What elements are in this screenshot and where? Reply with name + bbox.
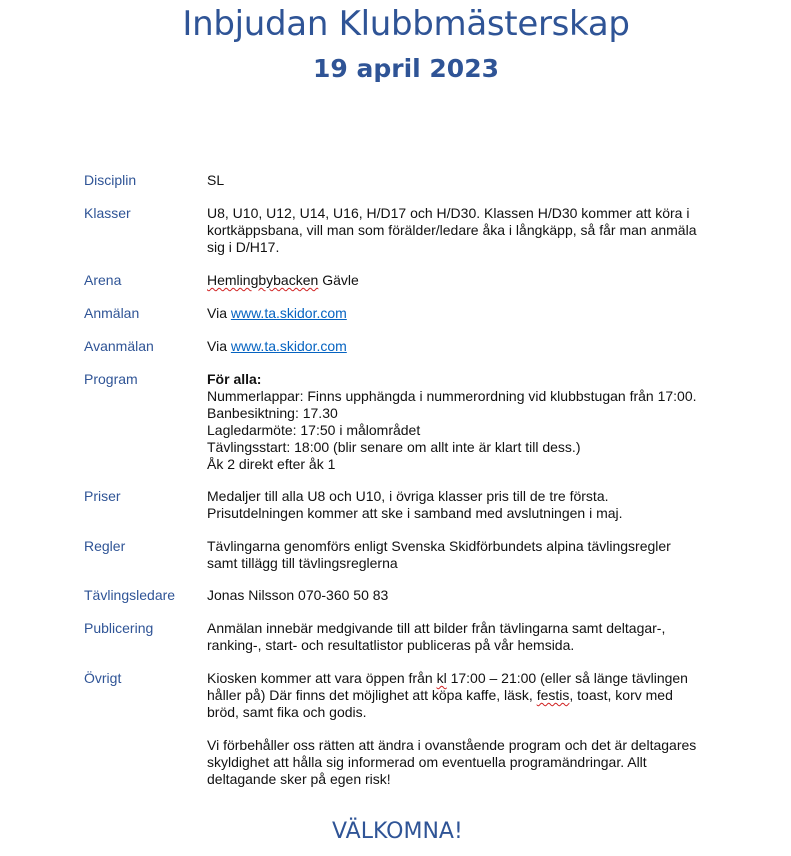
label-anmalan: Anmälan	[84, 305, 140, 321]
ovrigt-text-festis: festis	[536, 687, 570, 703]
value-publicering	[207, 620, 732, 654]
arena-place: Hemlingbybacken	[207, 272, 319, 288]
value-anmalan	[207, 305, 732, 322]
value-program	[207, 371, 732, 473]
avanmalan-prefix: Via	[207, 338, 227, 354]
value-tavlingsledare: Jonas Nilsson 070-360 50 83	[207, 587, 389, 603]
program-line: Lagledarmöte: 17:50 i målområdet	[207, 422, 421, 438]
publicering-line: Anmälan innebär medgivande till att bilder från tävlingarna samt deltagar-,	[207, 620, 666, 636]
ovrigt-text: , toast, korv med	[569, 687, 673, 703]
program-line: Tävlingsstart: 18:00 (blir senare om allt inte är klart till dess.)	[207, 439, 581, 455]
ovrigt-line	[207, 670, 732, 687]
label-avanmalan: Avanmälan	[84, 338, 154, 354]
value-priser	[207, 488, 732, 522]
ovrigt-text: Kiosken kommer att vara öppen från	[207, 670, 437, 686]
label-disciplin: Disciplin	[84, 172, 137, 188]
ovrigt-text: håller på) Där finns det möjlighet att köpa kaffe, läsk,	[207, 687, 537, 703]
regler-line: samt tillägg till tävlingsreglerna	[207, 555, 398, 571]
klasser-line: kortkäppsbana, vill man som förälder/ledare åka i långkäpp, så får man anmäla	[207, 222, 697, 238]
program-line: Åk 2 direkt efter åk 1	[207, 456, 336, 472]
label-priser: Priser	[84, 488, 121, 504]
value-klasser	[207, 205, 732, 256]
klasser-line: U8, U10, U12, U14, U16, H/D17 och H/D30. Klassen H/D30 kommer att köra i	[207, 205, 690, 221]
label-program: Program	[84, 371, 138, 387]
anmalan-prefix: Via	[207, 305, 227, 321]
regler-line: Tävlingarna genomförs enligt Svenska Skidförbundets alpina tävlingsregler	[207, 538, 671, 554]
event-date: 19 april 2023	[312, 54, 499, 83]
disclaimer-line: deltagande sker på egen risk!	[207, 771, 391, 787]
disclaimer-line: Vi förbehåller oss rätten att ändra i ovanstående program och det är deltagares	[207, 737, 697, 753]
label-regler: Regler	[84, 538, 126, 554]
disclaimer-line: skyldighet att hålla sig informerad om eventuella programändringar. Allt	[207, 754, 647, 770]
priser-line: Medaljer till alla U8 och U10, i övriga klasser pris till de tre första.	[207, 488, 609, 504]
value-avanmalan	[207, 338, 732, 355]
anmalan-link[interactable]: www.ta.skidor.com	[230, 305, 347, 321]
label-klasser: Klasser	[84, 205, 131, 221]
ovrigt-text: 17:00 – 21:00 (eller så länge tävlingen	[446, 670, 688, 686]
value-regler	[207, 538, 732, 572]
program-heading: För alla:	[207, 371, 262, 387]
program-line: Banbesiktning: 17.30	[207, 405, 338, 421]
value-arena	[207, 272, 732, 289]
program-line: Nummerlappar: Finns upphängda i nummerordning vid klubbstugan från 17:00.	[207, 388, 697, 404]
value-disciplin: SL	[207, 172, 225, 188]
publicering-line: ranking-, start- och resultatlistor publiceras på vår hemsida.	[207, 637, 575, 653]
label-arena: Arena	[84, 272, 122, 288]
value-ovrigt	[207, 670, 732, 788]
welcome-text: VÄLKOMNA!	[332, 819, 463, 844]
label-publicering: Publicering	[84, 620, 154, 636]
avanmalan-link[interactable]: www.ta.skidor.com	[230, 338, 347, 354]
ovrigt-line: bröd, samt fika och godis.	[207, 704, 367, 720]
ovrigt-text-kl: kl	[436, 670, 447, 686]
arena-city: Gävle	[322, 272, 359, 288]
ovrigt-line	[207, 687, 732, 704]
page-title: Inbjudan Klubbmästerskap	[182, 4, 630, 44]
klasser-line: sig i D/H17.	[207, 239, 280, 255]
priser-line: Prisutdelningen kommer att ske i samband med avslutningen i maj.	[207, 505, 623, 521]
label-tavlingsledare: Tävlingsledare	[84, 587, 176, 603]
label-ovrigt: Övrigt	[84, 670, 122, 686]
